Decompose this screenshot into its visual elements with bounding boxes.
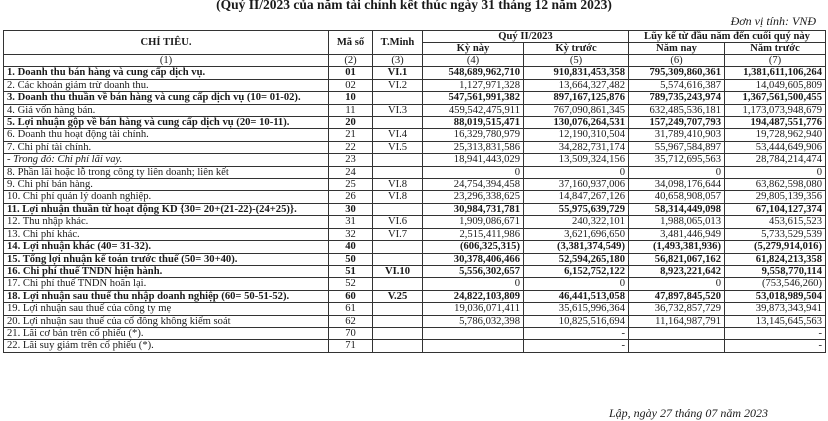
value-ytd-current: (1,493,381,936) (629, 241, 725, 253)
header-ky-truoc: Kỳ trước (524, 43, 629, 55)
index-cell: (1) (4, 55, 329, 67)
table-row (4, 228, 826, 240)
value-ytd-previous: 39,873,343,941 (725, 303, 826, 315)
header-row-1 (4, 31, 826, 43)
row-note: VI.7 (373, 228, 423, 240)
value-quarter-previous: 897,167,125,876 (524, 92, 629, 104)
row-note: VI.5 (373, 141, 423, 153)
header-ky-nay: Kỳ này (423, 43, 524, 55)
value-ytd-current: 47,897,845,520 (629, 290, 725, 302)
index-cell: (5) (524, 55, 629, 67)
row-note (373, 92, 423, 104)
row-note: V.25 (373, 290, 423, 302)
row-label: 15. Tổng lợi nhuận kế toán trước thuế (50= 30+40). (4, 253, 329, 265)
row-code: 10 (329, 92, 373, 104)
row-code: 11 (329, 104, 373, 116)
row-code: 26 (329, 191, 373, 203)
value-ytd-current: 0 (629, 278, 725, 290)
table-row (4, 327, 826, 339)
row-label: 3. Doanh thu thuần về bán hàng và cung cấp dịch vụ (10= 01-02). (4, 92, 329, 104)
value-ytd-previous: (753,546,260) (725, 278, 826, 290)
row-note: VI.6 (373, 216, 423, 228)
value-quarter-previous: 13,664,327,482 (524, 79, 629, 91)
header-ytd: Lũy kế từ đầu năm đến cuối quý này (629, 31, 826, 43)
value-ytd-current: 40,658,908,057 (629, 191, 725, 203)
row-note (373, 340, 423, 352)
row-label: 22. Lãi suy giảm trên cổ phiếu (*). (4, 340, 329, 352)
value-ytd-previous: 61,824,213,358 (725, 253, 826, 265)
value-quarter-previous: 37,160,937,006 (524, 179, 629, 191)
row-code: 22 (329, 141, 373, 153)
value-ytd-previous: 194,487,551,776 (725, 117, 826, 129)
value-ytd-current: 5,574,616,387 (629, 79, 725, 91)
row-note: VI.8 (373, 179, 423, 191)
row-label: 13. Chi phí khác. (4, 228, 329, 240)
value-ytd-previous: 28,784,214,474 (725, 154, 826, 166)
value-quarter-current: 548,689,962,710 (423, 67, 524, 79)
value-quarter-current: 19,036,071,411 (423, 303, 524, 315)
row-note: VI.1 (373, 67, 423, 79)
value-quarter-previous: 0 (524, 166, 629, 178)
table-row (4, 191, 826, 203)
row-label: 2. Các khoản giảm trừ doanh thu. (4, 79, 329, 91)
value-quarter-current: 30,984,731,781 (423, 203, 524, 215)
row-code: 52 (329, 278, 373, 290)
row-code: 24 (329, 166, 373, 178)
row-note: VI.10 (373, 265, 423, 277)
header-quarter: Quý II/2023 (423, 31, 629, 43)
index-cell: (6) (629, 55, 725, 67)
table-row (4, 340, 826, 352)
row-code: 01 (329, 67, 373, 79)
value-quarter-previous: 12,190,310,504 (524, 129, 629, 141)
value-quarter-previous: 767,090,861,345 (524, 104, 629, 116)
row-note (373, 203, 423, 215)
value-quarter-previous: (3,381,374,549) (524, 241, 629, 253)
row-note: VI.3 (373, 104, 423, 116)
value-ytd-previous: 19,728,962,940 (725, 129, 826, 141)
value-ytd-current: 0 (629, 166, 725, 178)
row-code: 40 (329, 241, 373, 253)
value-quarter-current: 5,556,302,657 (423, 265, 524, 277)
value-ytd-previous: 63,862,598,080 (725, 179, 826, 191)
value-quarter-previous: 14,847,267,126 (524, 191, 629, 203)
value-quarter-current: 0 (423, 278, 524, 290)
table-row (4, 129, 826, 141)
value-quarter-previous: 13,509,324,156 (524, 154, 629, 166)
value-quarter-current: 30,378,406,466 (423, 253, 524, 265)
value-quarter-current: 24,754,394,458 (423, 179, 524, 191)
header-nam-nay: Năm nay (629, 43, 725, 55)
row-label: - Trong đó: Chi phí lãi vay. (4, 154, 329, 166)
value-ytd-current: 58,314,449,098 (629, 203, 725, 215)
row-label: 17. Chi phí thuế TNDN hoãn lại. (4, 278, 329, 290)
row-code: 62 (329, 315, 373, 327)
table-row (4, 117, 826, 129)
index-cell: (7) (725, 55, 826, 67)
report-subtitle: (Quý II/2023 của năm tài chính kết thúc ngày 31 tháng 12 năm 2023) (216, 0, 612, 12)
value-ytd-current: 3,481,446,949 (629, 228, 725, 240)
header-chi-tieu: CHỈ TIÊU. (4, 31, 329, 55)
row-code: 20 (329, 117, 373, 129)
value-quarter-previous: 130,076,264,531 (524, 117, 629, 129)
row-code: 02 (329, 79, 373, 91)
value-quarter-previous: 0 (524, 278, 629, 290)
table-row (4, 67, 826, 79)
value-ytd-previous: - (725, 340, 826, 352)
value-ytd-previous: 5,733,529,539 (725, 228, 826, 240)
value-ytd-previous: 14,049,605,809 (725, 79, 826, 91)
value-quarter-current: 0 (423, 166, 524, 178)
table-row (4, 154, 826, 166)
value-quarter-previous: 55,975,639,729 (524, 203, 629, 215)
row-code: 50 (329, 253, 373, 265)
value-quarter-current: 1,127,971,328 (423, 79, 524, 91)
value-ytd-current (629, 340, 725, 352)
value-quarter-previous: 6,152,752,122 (524, 265, 629, 277)
value-quarter-current: 25,313,831,586 (423, 141, 524, 153)
value-quarter-previous: 10,825,516,694 (524, 315, 629, 327)
value-quarter-previous: 910,831,453,358 (524, 67, 629, 79)
value-quarter-previous: 240,322,101 (524, 216, 629, 228)
value-ytd-current: 11,164,987,791 (629, 315, 725, 327)
row-label: 18. Lợi nhuận sau thuế thu nhập doanh nghiệp (60= 50-51-52). (4, 290, 329, 302)
row-label: 4. Giá vốn hàng bán. (4, 104, 329, 116)
row-note: VI.8 (373, 191, 423, 203)
row-label: 20. Lợi nhuận sau thuế của cổ đông không kiểm soát (4, 315, 329, 327)
value-ytd-previous: 13,145,645,563 (725, 315, 826, 327)
value-quarter-previous: 3,621,696,650 (524, 228, 629, 240)
value-ytd-current (629, 327, 725, 339)
row-label: 12. Thu nhập khác. (4, 216, 329, 228)
row-label: 14. Lợi nhuận khác (40= 31-32). (4, 241, 329, 253)
row-note (373, 303, 423, 315)
row-code: 61 (329, 303, 373, 315)
table-row (4, 278, 826, 290)
value-ytd-previous: 1,367,561,500,455 (725, 92, 826, 104)
row-note (373, 166, 423, 178)
table-row (4, 166, 826, 178)
value-ytd-current: 795,309,860,361 (629, 67, 725, 79)
value-ytd-previous: (5,279,914,016) (725, 241, 826, 253)
value-quarter-previous: 52,594,265,180 (524, 253, 629, 265)
value-ytd-previous: 67,104,127,374 (725, 203, 826, 215)
table-row (4, 141, 826, 153)
row-note (373, 117, 423, 129)
column-index-row (4, 55, 826, 67)
table-row (4, 241, 826, 253)
value-quarter-current: 16,329,780,979 (423, 129, 524, 141)
value-quarter-current: (606,325,315) (423, 241, 524, 253)
row-code: 51 (329, 265, 373, 277)
row-code: 21 (329, 129, 373, 141)
value-ytd-current: 56,821,067,162 (629, 253, 725, 265)
table-row (4, 79, 826, 91)
value-ytd-current: 31,789,410,903 (629, 129, 725, 141)
row-label: 5. Lợi nhuận gộp về bán hàng và cung cấp dịch vụ (20= 10-11). (4, 117, 329, 129)
value-ytd-previous: 0 (725, 166, 826, 178)
value-ytd-current: 8,923,221,642 (629, 265, 725, 277)
row-label: 6. Doanh thu hoạt động tài chính. (4, 129, 329, 141)
row-code: 71 (329, 340, 373, 352)
value-quarter-current (423, 340, 524, 352)
header-nam-truoc: Năm trước (725, 43, 826, 55)
header-ma-so: Mã số (329, 31, 373, 55)
value-ytd-previous: 453,615,523 (725, 216, 826, 228)
table-row (4, 290, 826, 302)
table-row (4, 203, 826, 215)
value-ytd-previous: 1,381,611,106,264 (725, 67, 826, 79)
income-statement-table (3, 30, 826, 353)
index-cell: (3) (373, 55, 423, 67)
value-quarter-previous: 34,282,731,174 (524, 141, 629, 153)
value-quarter-previous: 46,441,513,058 (524, 290, 629, 302)
row-label: 16. Chi phí thuế TNDN hiện hành. (4, 265, 329, 277)
value-quarter-current: 88,019,515,471 (423, 117, 524, 129)
value-ytd-previous: 53,444,649,906 (725, 141, 826, 153)
row-label: 1. Doanh thu bán hàng và cung cấp dịch vụ. (4, 67, 329, 79)
table-body (4, 55, 826, 353)
value-quarter-previous: - (524, 340, 629, 352)
value-quarter-current: 5,786,032,398 (423, 315, 524, 327)
table-row (4, 315, 826, 327)
row-note (373, 315, 423, 327)
value-ytd-current: 632,485,536,181 (629, 104, 725, 116)
value-ytd-current: 157,249,707,793 (629, 117, 725, 129)
value-quarter-current: 547,561,991,382 (423, 92, 524, 104)
table-row (4, 92, 826, 104)
row-code: 25 (329, 179, 373, 191)
value-ytd-previous: 29,805,139,356 (725, 191, 826, 203)
table-row (4, 179, 826, 191)
row-note: VI.2 (373, 79, 423, 91)
table-row (4, 216, 826, 228)
value-ytd-current: 34,098,176,644 (629, 179, 725, 191)
row-label: 11. Lợi nhuận thuần từ hoạt động KD {30= 20+(21-22)-(24+25)}. (4, 203, 329, 215)
value-quarter-previous: - (524, 327, 629, 339)
row-note (373, 253, 423, 265)
row-code: 60 (329, 290, 373, 302)
row-label: 21. Lãi cơ bản trên cổ phiếu (*). (4, 327, 329, 339)
row-note (373, 327, 423, 339)
table-row (4, 265, 826, 277)
value-ytd-previous: - (725, 327, 826, 339)
value-quarter-current: 18,941,443,029 (423, 154, 524, 166)
value-ytd-previous: 1,173,073,948,679 (725, 104, 826, 116)
value-ytd-current: 36,732,857,729 (629, 303, 725, 315)
report-date-footer: Lập, ngày 27 tháng 07 năm 2023 (609, 406, 768, 420)
header-t-minh: T.Minh (373, 31, 423, 55)
value-ytd-current: 789,735,243,974 (629, 92, 725, 104)
row-label: 9. Chi phí bán hàng. (4, 179, 329, 191)
table-row (4, 253, 826, 265)
value-quarter-current: 23,296,338,625 (423, 191, 524, 203)
index-cell: (4) (423, 55, 524, 67)
value-ytd-current: 55,967,584,897 (629, 141, 725, 153)
row-label: 8. Phần lãi hoặc lỗ trong công ty liên doanh; liên kết (4, 166, 329, 178)
row-note (373, 154, 423, 166)
row-code: 30 (329, 203, 373, 215)
row-label: 19. Lợi nhuận sau thuế của công ty mẹ (4, 303, 329, 315)
row-note (373, 278, 423, 290)
value-ytd-current: 1,988,065,013 (629, 216, 725, 228)
table-row (4, 104, 826, 116)
row-code: 31 (329, 216, 373, 228)
row-label: 10. Chi phí quản lý doanh nghiệp. (4, 191, 329, 203)
table-row (4, 303, 826, 315)
value-ytd-current: 35,712,695,563 (629, 154, 725, 166)
value-ytd-previous: 53,018,989,504 (725, 290, 826, 302)
value-quarter-current: 2,515,411,986 (423, 228, 524, 240)
value-quarter-current: 459,542,475,911 (423, 104, 524, 116)
row-label: 7. Chi phí tài chính. (4, 141, 329, 153)
row-note: VI.4 (373, 129, 423, 141)
currency-unit: Đơn vị tính: VNĐ (730, 14, 816, 28)
value-quarter-previous: 35,615,996,364 (524, 303, 629, 315)
row-code: 23 (329, 154, 373, 166)
index-cell: (2) (329, 55, 373, 67)
row-code: 70 (329, 327, 373, 339)
value-quarter-current (423, 327, 524, 339)
row-code: 32 (329, 228, 373, 240)
value-quarter-current: 24,822,103,809 (423, 290, 524, 302)
value-quarter-current: 1,909,086,671 (423, 216, 524, 228)
row-note (373, 241, 423, 253)
value-ytd-previous: 9,558,770,114 (725, 265, 826, 277)
